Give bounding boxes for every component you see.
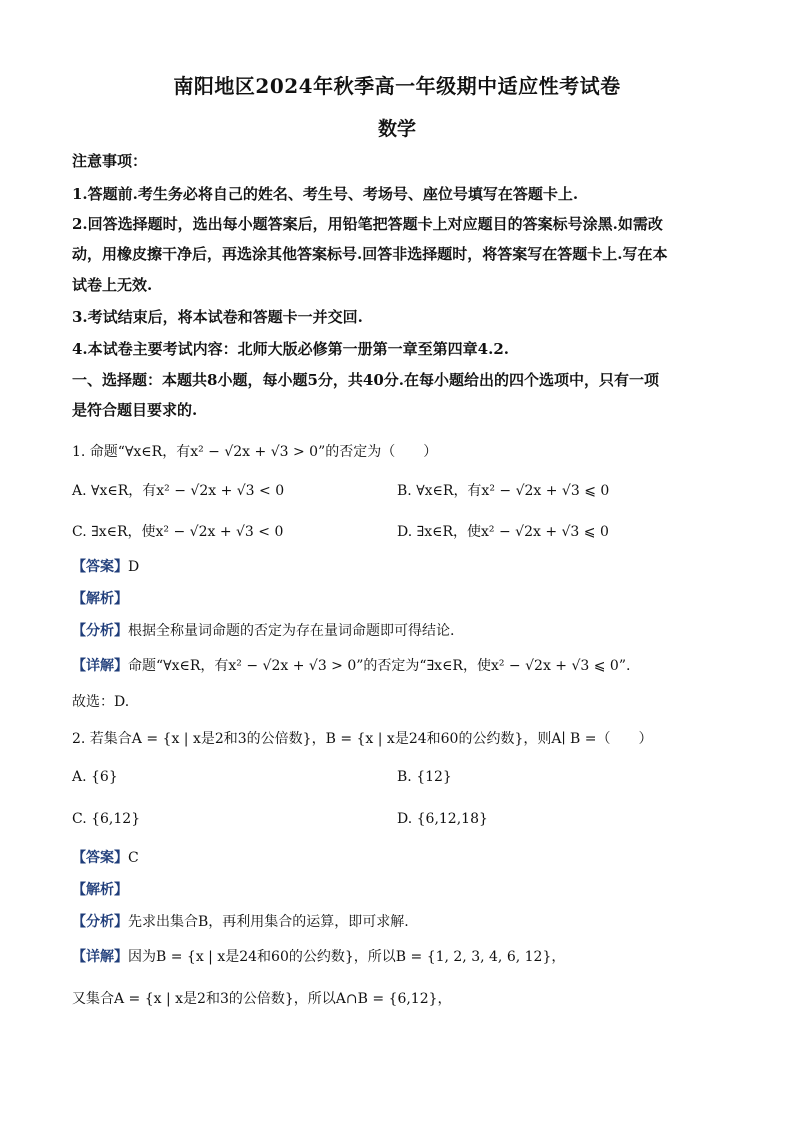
detail-tag: 【详解】 bbox=[72, 658, 128, 674]
analysis-tag: 【解析】 bbox=[72, 882, 128, 898]
detail-tag: 【详解】 bbox=[72, 949, 128, 965]
question-2-detail-continued: 又集合A = {x | x是2和3的公倍数}，所以A∩B = {6,12}， bbox=[72, 991, 452, 1007]
notes-heading: 注意事项： bbox=[72, 152, 148, 170]
answer-value: D bbox=[128, 559, 140, 575]
note-item-2-line-3: 试卷上无效. bbox=[72, 276, 153, 294]
question-1-stem: 1. 命题“∀x∈R，有x² − √2x + √3 > 0”的否定为（ ） bbox=[72, 444, 438, 460]
exam-subject: 数学 bbox=[377, 118, 416, 140]
note-item-3: 3.考试结束后，将本试卷和答题卡一并交回. bbox=[72, 308, 363, 326]
question-1-option-d: D. ∃x∈R，使x² − √2x + √3 ⩽ 0 bbox=[397, 524, 609, 540]
question-2-option-c: C. {6,12} bbox=[72, 811, 141, 827]
fenxi-text: 先求出集合B，再利用集合的运算，即可求解. bbox=[128, 914, 409, 930]
question-1-option-a: A. ∀x∈R，有x² − √2x + √3 < 0 bbox=[72, 483, 285, 499]
answer-tag: 【答案】 bbox=[72, 559, 128, 575]
question-1-option-c: C. ∃x∈R，使x² − √2x + √3 < 0 bbox=[72, 524, 284, 540]
fenxi-text: 根据全称量词命题的否定为存在量词命题即可得结论. bbox=[128, 623, 455, 639]
question-2-option-b: B. {12} bbox=[397, 769, 452, 785]
answer-value: C bbox=[128, 850, 139, 866]
fenxi-tag: 【分析】 bbox=[72, 914, 128, 930]
note-item-2-line-1: 2.回答选择题时，选出每小题答案后，用铅笔把答题卡上对应题目的答案标号涂黑.如需改 bbox=[72, 215, 663, 233]
analysis-tag: 【解析】 bbox=[72, 591, 128, 607]
question-1-fenxi bbox=[72, 620, 454, 640]
question-2-answer bbox=[72, 847, 139, 867]
answer-tag: 【答案】 bbox=[72, 850, 128, 866]
note-item-4: 4.本试卷主要考试内容：北师大版必修第一册第一章至第四章4.2. bbox=[72, 340, 509, 358]
question-2-option-a: A. {6} bbox=[72, 769, 118, 785]
question-1-option-b: B. ∀x∈R，有x² − √2x + √3 ⩽ 0 bbox=[397, 483, 610, 499]
detail-text: 命题“∀x∈R，有x² − √2x + √3 > 0”的否定为“∃x∈R，使x² − √2x + √3 ⩽ 0”. bbox=[128, 658, 631, 674]
note-item-1: 1.答题前.考生务必将自己的姓名、考生号、考场号、座位号填写在答题卡上. bbox=[72, 185, 579, 203]
question-2-fenxi bbox=[72, 911, 409, 931]
question-1-detail bbox=[72, 655, 630, 675]
detail-text: 因为B = {x | x是24和60的公约数}，所以B = {1, 2, 3, 4, 6, 12}， bbox=[128, 949, 566, 965]
question-1-analysis-tag bbox=[72, 588, 128, 608]
question-1-conclusion: 故选：D. bbox=[72, 694, 130, 710]
fenxi-tag: 【分析】 bbox=[72, 623, 128, 639]
note-item-2-line-2: 动，用橡皮擦干净后，再选涂其他答案标号.回答非选择题时，将答案写在答题卡上.写在本 bbox=[72, 245, 668, 263]
question-2-option-d: D. {6,12,18} bbox=[397, 811, 488, 827]
question-1-answer bbox=[72, 556, 139, 576]
section-heading-line-1: 一、选择题：本题共8小题，每小题5分，共40分.在每小题给出的四个选项中，只有一项 bbox=[72, 371, 659, 389]
question-2-stem: 2. 若集合A = {x | x是2和3的公倍数}，B = {x | x是24和60的公约数}，则A∣ B =（ ） bbox=[72, 731, 653, 747]
section-heading-line-2: 是符合题目要求的. bbox=[72, 401, 198, 419]
question-2-analysis-tag bbox=[72, 879, 128, 899]
question-2-detail bbox=[72, 946, 565, 966]
exam-title: 南阳地区2024年秋季高一年级期中适应性考试卷 bbox=[173, 74, 621, 98]
